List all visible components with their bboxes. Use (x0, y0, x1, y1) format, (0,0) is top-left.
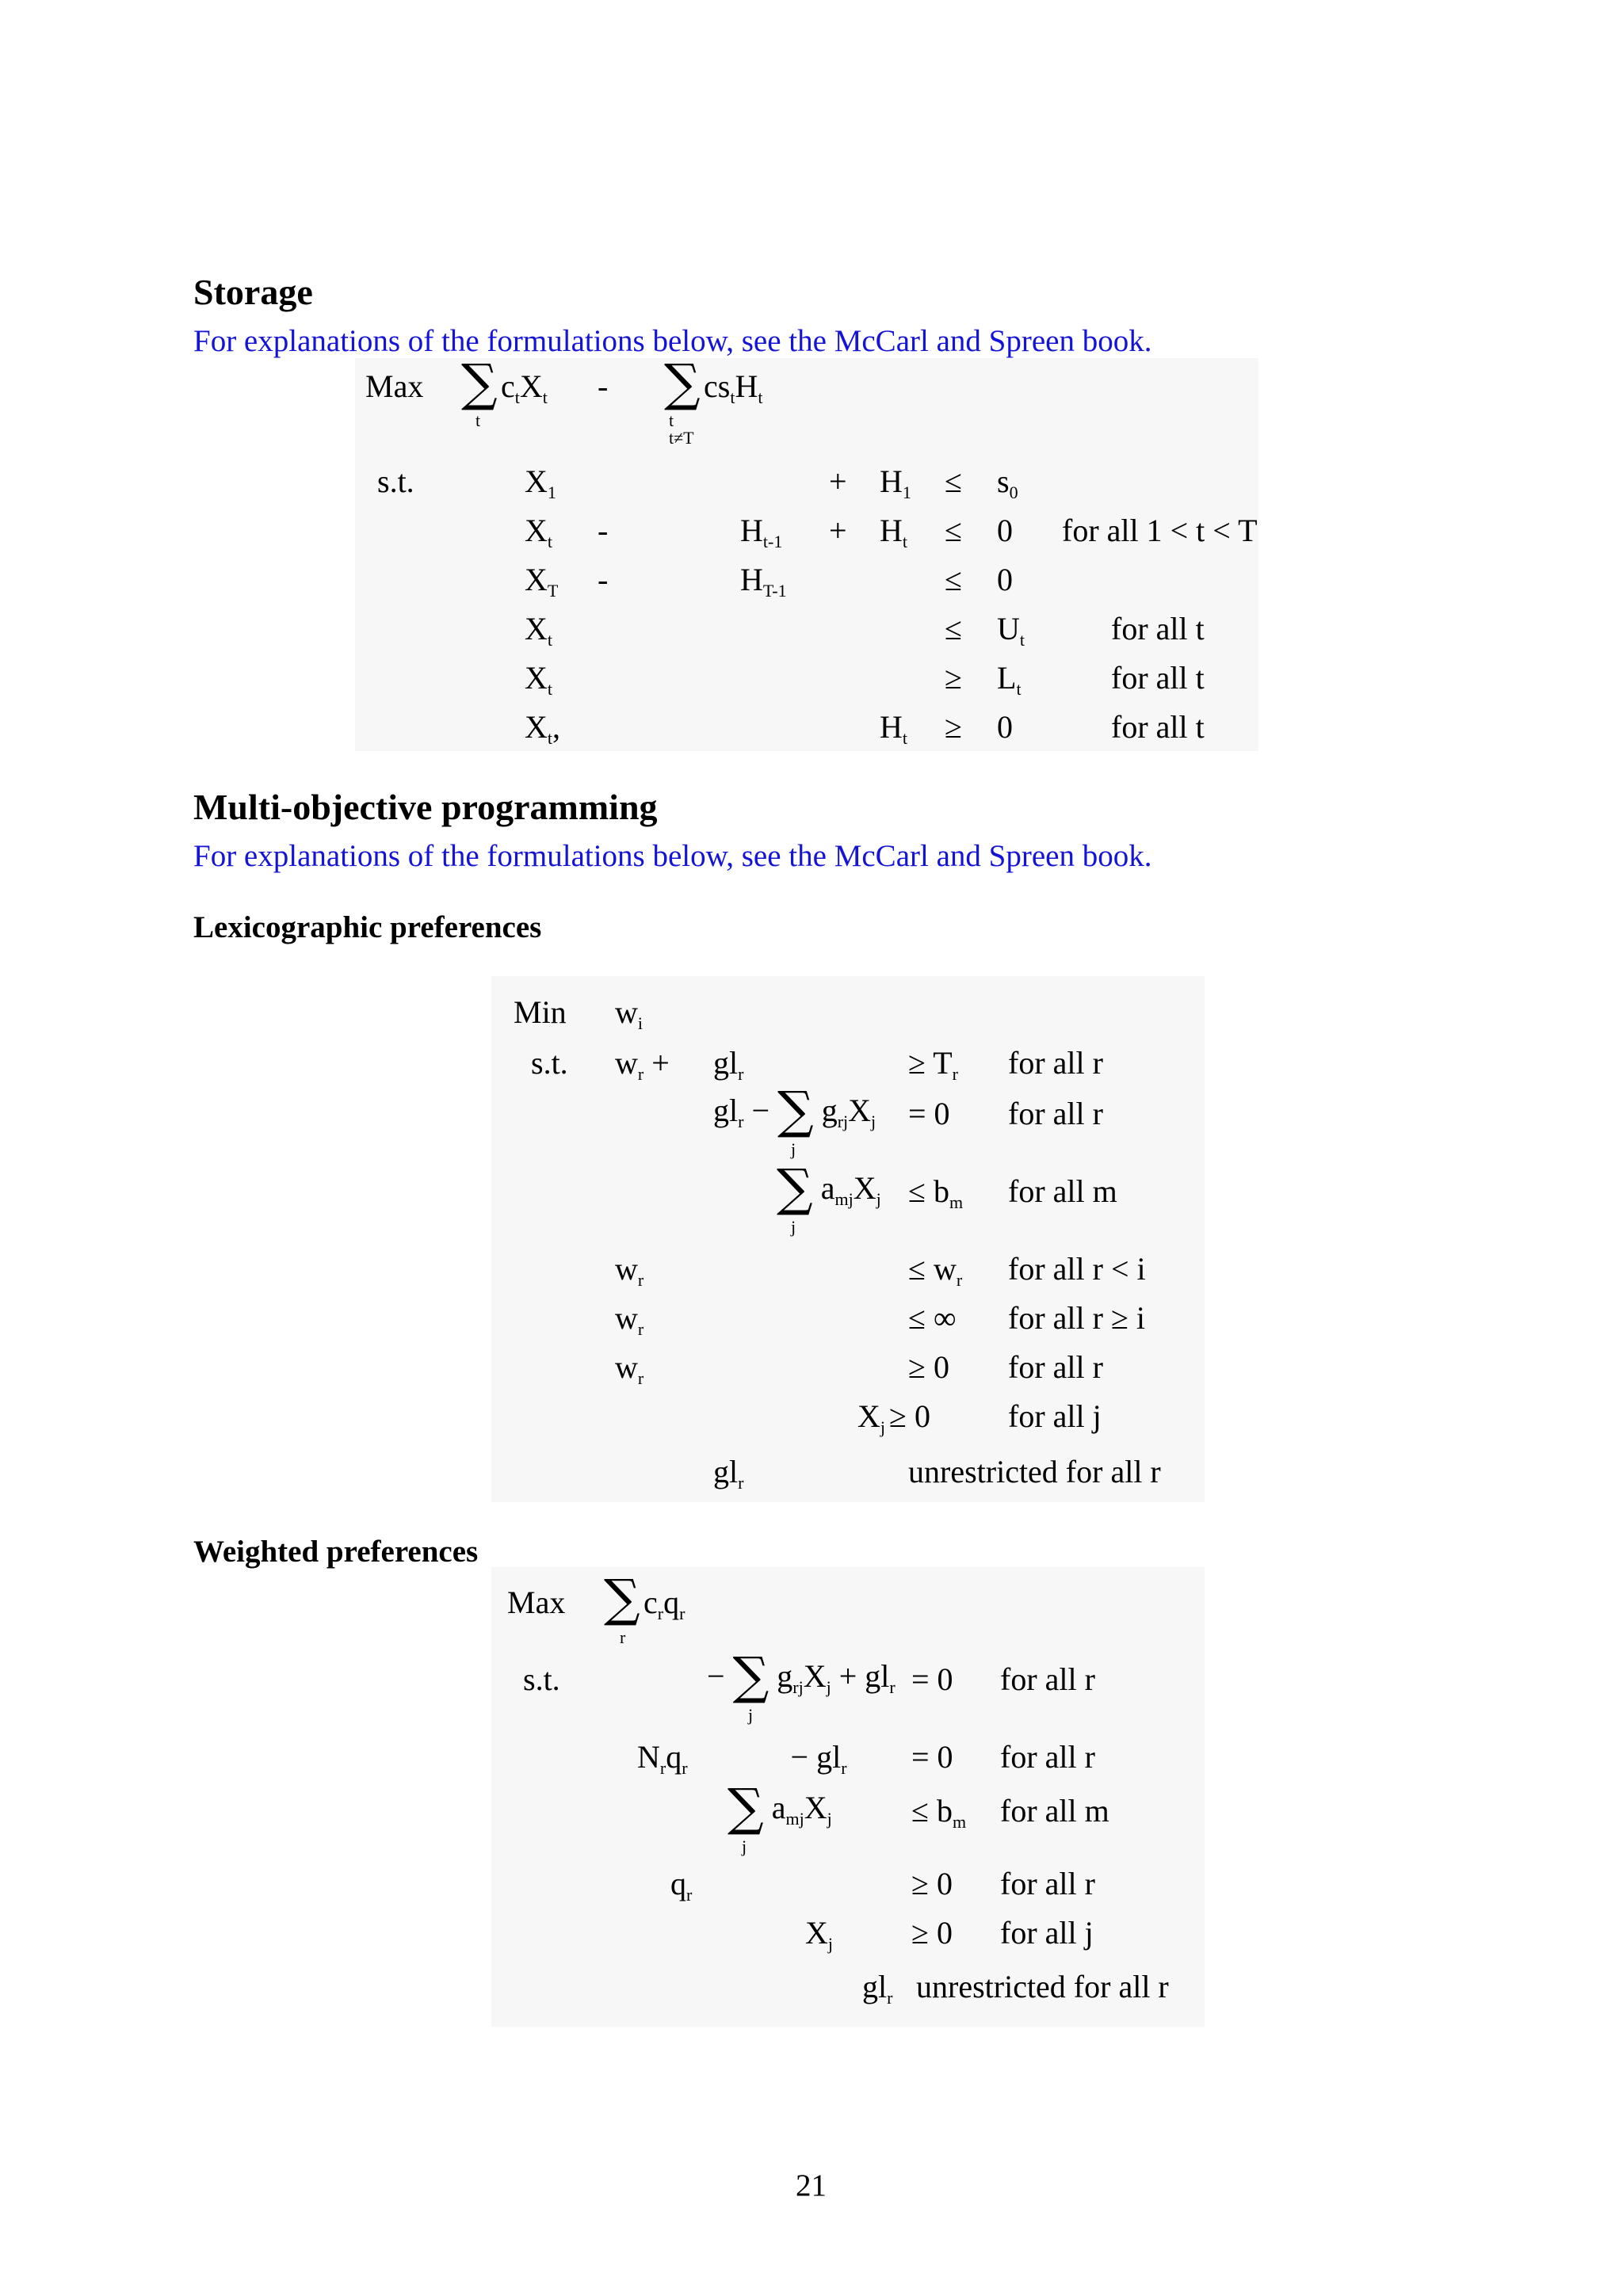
storage-h-term: $H_t$ (880, 513, 908, 551)
storage-plus: + (829, 513, 847, 548)
storage-term-2-cond: t≠T (669, 428, 694, 448)
weighted-relation: = 0 (911, 1739, 953, 1775)
weighted-heading: Weighted preferences (193, 1535, 479, 1569)
weighted-sum-index: j (748, 1705, 754, 1725)
storage-rhs: $s_0$ (997, 463, 1018, 502)
weighted-condition: for all r (1000, 1866, 1095, 1901)
lex-st-label: s.t. (531, 1045, 568, 1081)
storage-st-label: s.t. (377, 463, 414, 499)
lex-mid-term: $gl_r$ (713, 1045, 744, 1084)
storage-x-term: $X_t$ (525, 611, 553, 650)
lex-relation: = 0 (908, 1096, 950, 1131)
storage-term-2-index: t (669, 410, 674, 430)
lex-relation: unrestricted for all r (908, 1454, 1161, 1489)
storage-heading: Storage (193, 272, 313, 312)
lex-relation: ≥ 0 (889, 1398, 930, 1434)
weighted-relation: = 0 (911, 1661, 953, 1697)
storage-rhs: 0 (997, 513, 1013, 548)
weighted-relation: ≤ $b_m$ (911, 1793, 967, 1832)
lex-condition: for all r < i (1008, 1251, 1146, 1287)
weighted-objective: $c_rq_r$ (643, 1585, 685, 1623)
storage-objective-minus: - (598, 368, 609, 404)
weighted-expression: $gl_r$ (862, 1969, 893, 2008)
lex-condition: for all m (1008, 1173, 1117, 1209)
storage-rhs: 0 (997, 562, 1013, 597)
lex-relation: ≥ $T_r$ (908, 1045, 958, 1084)
weighted-st-label: s.t. (523, 1661, 560, 1697)
sigma-symbol: ∑ (604, 1569, 640, 1628)
lex-mid-term: $gl_r$ − ∑ $g_{rj}X_j$ (713, 1081, 876, 1140)
sigma-symbol: ∑ (664, 354, 701, 413)
lex-left-term: $w_r$ + (615, 1045, 670, 1084)
storage-term-1: $c_tX_t$ (501, 368, 548, 407)
lex-condition: for all r (1008, 1349, 1103, 1385)
storage-relation: ≤ (945, 463, 962, 499)
lex-relation: ≥ 0 (908, 1349, 949, 1385)
lex-relation: ≤ ∞ (908, 1300, 957, 1336)
lex-condition: for all j (1008, 1398, 1102, 1434)
multi-note: For explanations of the formulations below, see the McCarl and Spreen book. (193, 839, 1152, 873)
weighted-expression: $q_r$ (670, 1866, 693, 1905)
storage-minus: - (598, 513, 609, 548)
lex-condition: for all r ≥ i (1008, 1300, 1146, 1336)
weighted-relation: ≥ 0 (911, 1915, 953, 1951)
storage-condition: for all t (1111, 709, 1205, 745)
weighted-condition: for all j (1000, 1915, 1094, 1951)
weighted-objective-index: r (620, 1627, 626, 1647)
lex-left-term: $w_r$ (615, 1300, 644, 1339)
storage-x-term: $X_T$ (525, 562, 559, 601)
lex-mid-term: $X_j$ (857, 1398, 886, 1437)
lex-sum-index: j (791, 1139, 796, 1159)
storage-h-prev: $H_{T-1}$ (740, 562, 787, 601)
weighted-sum-index: j (742, 1836, 747, 1856)
lex-mid-term: $gl_r$ (713, 1454, 744, 1493)
lex-min-label: Min (514, 994, 567, 1030)
weighted-expression: − ∑ $g_{rj}X_j + gl_r$ (707, 1647, 896, 1706)
storage-x-term: $X_1$ (525, 463, 556, 502)
storage-max-label: Max (365, 368, 424, 404)
weighted-sum (604, 1569, 640, 1628)
storage-rhs: $L_t$ (997, 660, 1022, 699)
weighted-relation: ≥ 0 (911, 1866, 953, 1901)
storage-relation: ≥ (945, 660, 962, 696)
storage-rhs: $U_t$ (997, 611, 1025, 650)
weighted-condition: for all r (1000, 1739, 1095, 1775)
storage-term-1-index: t (475, 410, 481, 430)
storage-relation: ≥ (945, 709, 962, 745)
multi-heading: Multi-objective programming (193, 787, 658, 827)
storage-condition: for all t (1111, 660, 1205, 696)
weighted-max-label: Max (507, 1585, 566, 1620)
lex-relation: ≤ $b_m$ (908, 1173, 964, 1212)
lex-mid-term: ∑ $a_{mj}X_j$ (777, 1159, 881, 1218)
lex-left-term: $w_r$ (615, 1349, 644, 1388)
storage-rhs: 0 (997, 709, 1013, 745)
lex-heading: Lexicographic preferences (193, 910, 542, 944)
weighted-relation: unrestricted for all r (916, 1969, 1169, 2004)
lex-relation: ≤ $w_r$ (908, 1251, 963, 1290)
storage-condition: for all t (1111, 611, 1205, 646)
lex-objective: $w_i$ (615, 994, 643, 1033)
storage-relation: ≤ (945, 611, 962, 646)
storage-x-term: $X_t$ (525, 513, 553, 551)
page-number: 21 (796, 2168, 827, 2203)
storage-plus: + (829, 463, 847, 499)
storage-h-prev: $H_{t-1}$ (740, 513, 783, 551)
storage-relation: ≤ (945, 562, 962, 597)
weighted-expression: $X_j$ (805, 1915, 834, 1954)
lex-left-term: $w_r$ (615, 1251, 644, 1290)
storage-condition: for all 1 < t < T (1062, 513, 1258, 548)
storage-note: For explanations of the formulations below, see the McCarl and Spreen book. (193, 324, 1152, 358)
storage-h-term: $H_t$ (880, 709, 908, 748)
lex-condition: for all r (1008, 1045, 1103, 1081)
weighted-expression: ∑ $a_{mj}X_j$ (727, 1779, 832, 1837)
lex-sum-index: j (791, 1217, 796, 1237)
storage-term-2: $cs_tH_t$ (704, 368, 763, 407)
storage-sum-1 (461, 354, 498, 413)
weighted-condition: for all r (1000, 1661, 1095, 1697)
storage-minus: - (598, 562, 609, 597)
storage-relation: ≤ (945, 513, 962, 548)
storage-h-term: $H_1$ (880, 463, 911, 502)
lex-condition: for all r (1008, 1096, 1103, 1131)
weighted-condition: for all m (1000, 1793, 1109, 1829)
storage-x-term: $X_t$ (525, 660, 553, 699)
weighted-expression: $N_rq_r$ − $gl_r$ (637, 1739, 847, 1778)
storage-sum-2 (664, 354, 701, 413)
sigma-symbol: ∑ (461, 354, 498, 413)
storage-x-term: $X_t$, (525, 709, 561, 748)
